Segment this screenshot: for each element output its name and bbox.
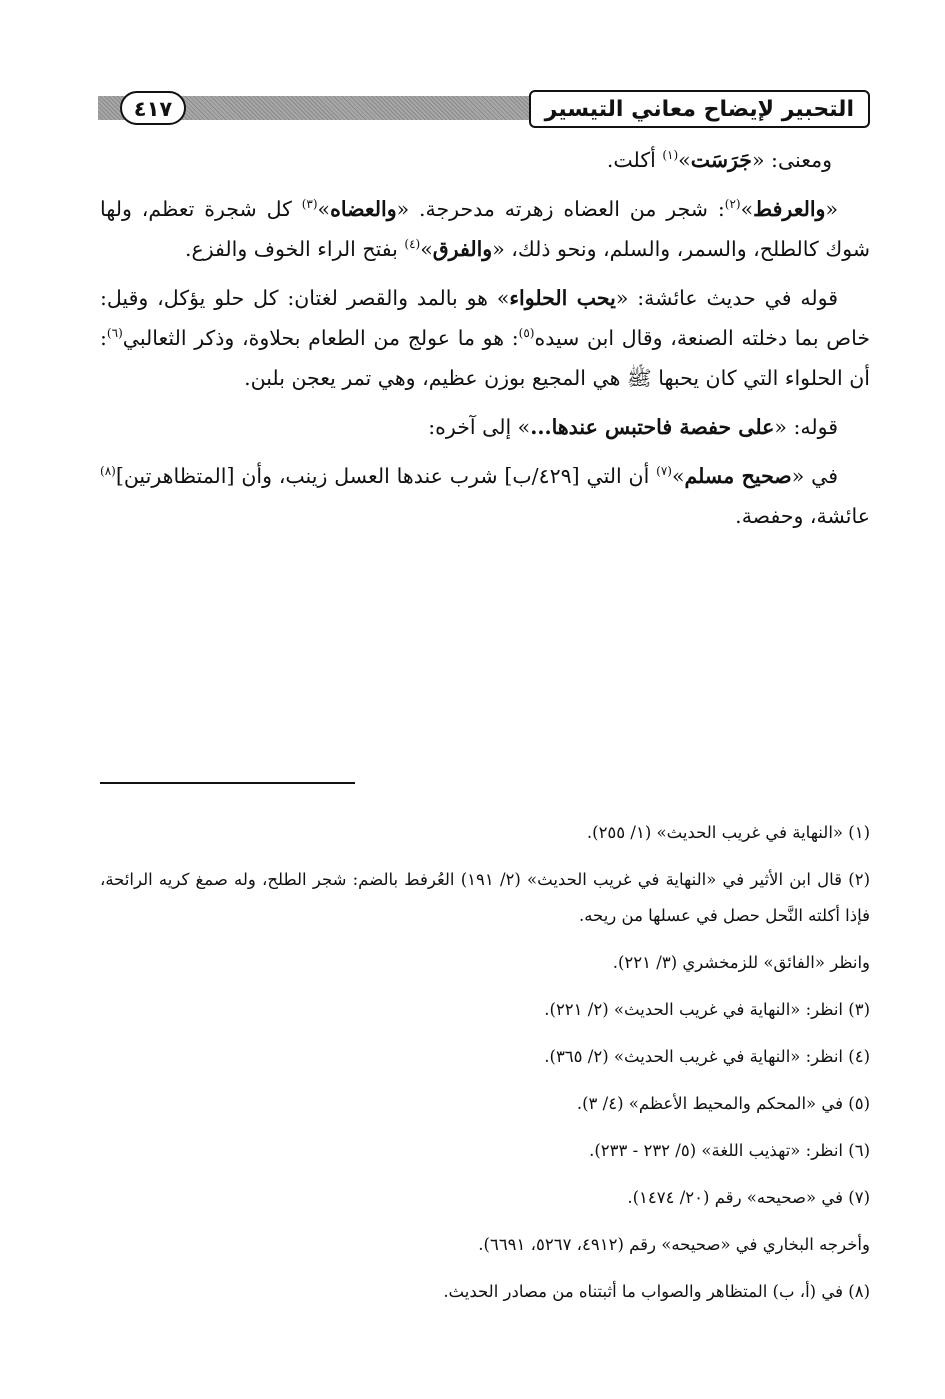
defined-term: جَرَسَت [690,148,752,172]
page-number: ٤١٧ [120,91,186,125]
paragraph-3 [100,278,870,398]
paragraph-2 [100,189,870,269]
defined-term: يحب الحلواء [509,286,616,310]
text-run: عائشة، وحفصة. [735,504,870,528]
text-run: قوله: « [774,415,838,439]
defined-term: والعرفط [753,197,826,221]
footnote-8: (٨) في (أ، ب) المتظاهر والصواب ما أثبتناه من مصادر الحديث. [443,1282,870,1301]
text-run: في « [791,464,838,488]
text-run: » [678,148,691,172]
footnote-ref: (١) [662,148,679,163]
text-run: » هو بالمد والقصر لغتان: كل حلو يؤكل، وقيل: خاص بما دخلته الصنعة، وقال ابن سيده [100,286,870,350]
footnote-ref: (٧) [656,464,672,479]
text-run: بفتح الراء الخوف والفزع. [184,237,405,261]
footnote-2-see-also: وانظر «الفائق» للزمخشري (٣/ ٢٢١). [612,953,870,972]
text-run: كل شجرة تعظم، ولها شوك كالطلح، والسمر، والسلم، ونحو ذلك، « [100,197,870,261]
footnote-6: (٦) انظر: «تهذيب اللغة» (٥/ ٢٣٢ - ٢٣٣). [589,1141,870,1160]
text-run: » [317,197,331,221]
paragraph-4 [100,407,870,447]
footnote-ref: (٦) [106,326,123,341]
paragraph-1 [100,140,870,180]
footnote-ref: (٣) [301,197,318,212]
defined-term: صحيح مسلم [684,464,792,488]
defined-term: والعضاه [330,197,397,221]
text-run: : شجر من العضاه زهرته مدحرجة. « [396,197,725,221]
footnote-divider [100,782,355,784]
footnotes [100,815,870,1321]
paragraph-5 [100,456,870,536]
text-run: ومعنى: « [751,148,832,172]
book-title: التحبير لإيضاح معاني التيسير [529,90,870,128]
text-run: « [825,197,838,221]
footnote-7-addendum: وأخرجه البخاري في «صحيحه» رقم (٤٩١٢، ٥٢٦٧، ٦٦٩١). [478,1235,870,1254]
footnote-4: (٤) انظر: «النهاية في غريب الحديث» (٢/ ٣٦٥). [544,1047,870,1066]
text-run: : هو ما عولج من الطعام بحلاوة، وذكر الثعالبي [122,326,519,350]
footnote-5: (٥) في «المحكم والمحيط الأعظم» (٤/ ٣). [576,1094,870,1113]
text-run: » [671,464,685,488]
footnote-ref: (٥) [518,326,535,341]
footnote-ref: (٢) [724,197,741,212]
text-run: : أن الحلواء التي كان يحبها ﷺ هي المجيع بوزن عظيم، وهي تمر يعجن بلبن. [100,326,870,390]
main-text [100,140,870,545]
footnote-3: (٣) انظر: «النهاية في غريب الحديث» (٢/ ٢٢١). [544,1000,870,1019]
page-header [98,90,870,132]
footnote-7: (٧) في «صحيحه» رقم (٢٠/ ١٤٧٤). [627,1188,870,1207]
defined-term: والفرق [432,237,493,261]
text-run: » إلى آخره: [428,415,531,439]
footnote-2: (٢) قال ابن الأثير في «النهاية في غريب الحديث» (٢/ ١٩١) العُرفط بالضم: شجر الطلح، وله صمغ كريه الرائحة، فإذا أكلته النَّحل حصل في عسلها من ريحه. [100,870,870,925]
text-run: قوله في حديث عائشة: « [615,286,839,310]
text-run: » [740,197,754,221]
text-run: أن التي [٤٢٩/ب] شرب عندها العسل زينب، وأن [المتظاهرتين] [115,464,657,488]
defined-term: على حفصة فاحتبس عندها... [530,415,775,439]
footnote-ref: (٤) [404,237,421,252]
text-run: » [420,237,433,261]
footnote-1: (١) «النهاية في غريب الحديث» (١/ ٢٥٥). [586,823,870,842]
text-run: أكلت. [606,148,663,172]
footnote-ref: (٨) [100,464,116,479]
